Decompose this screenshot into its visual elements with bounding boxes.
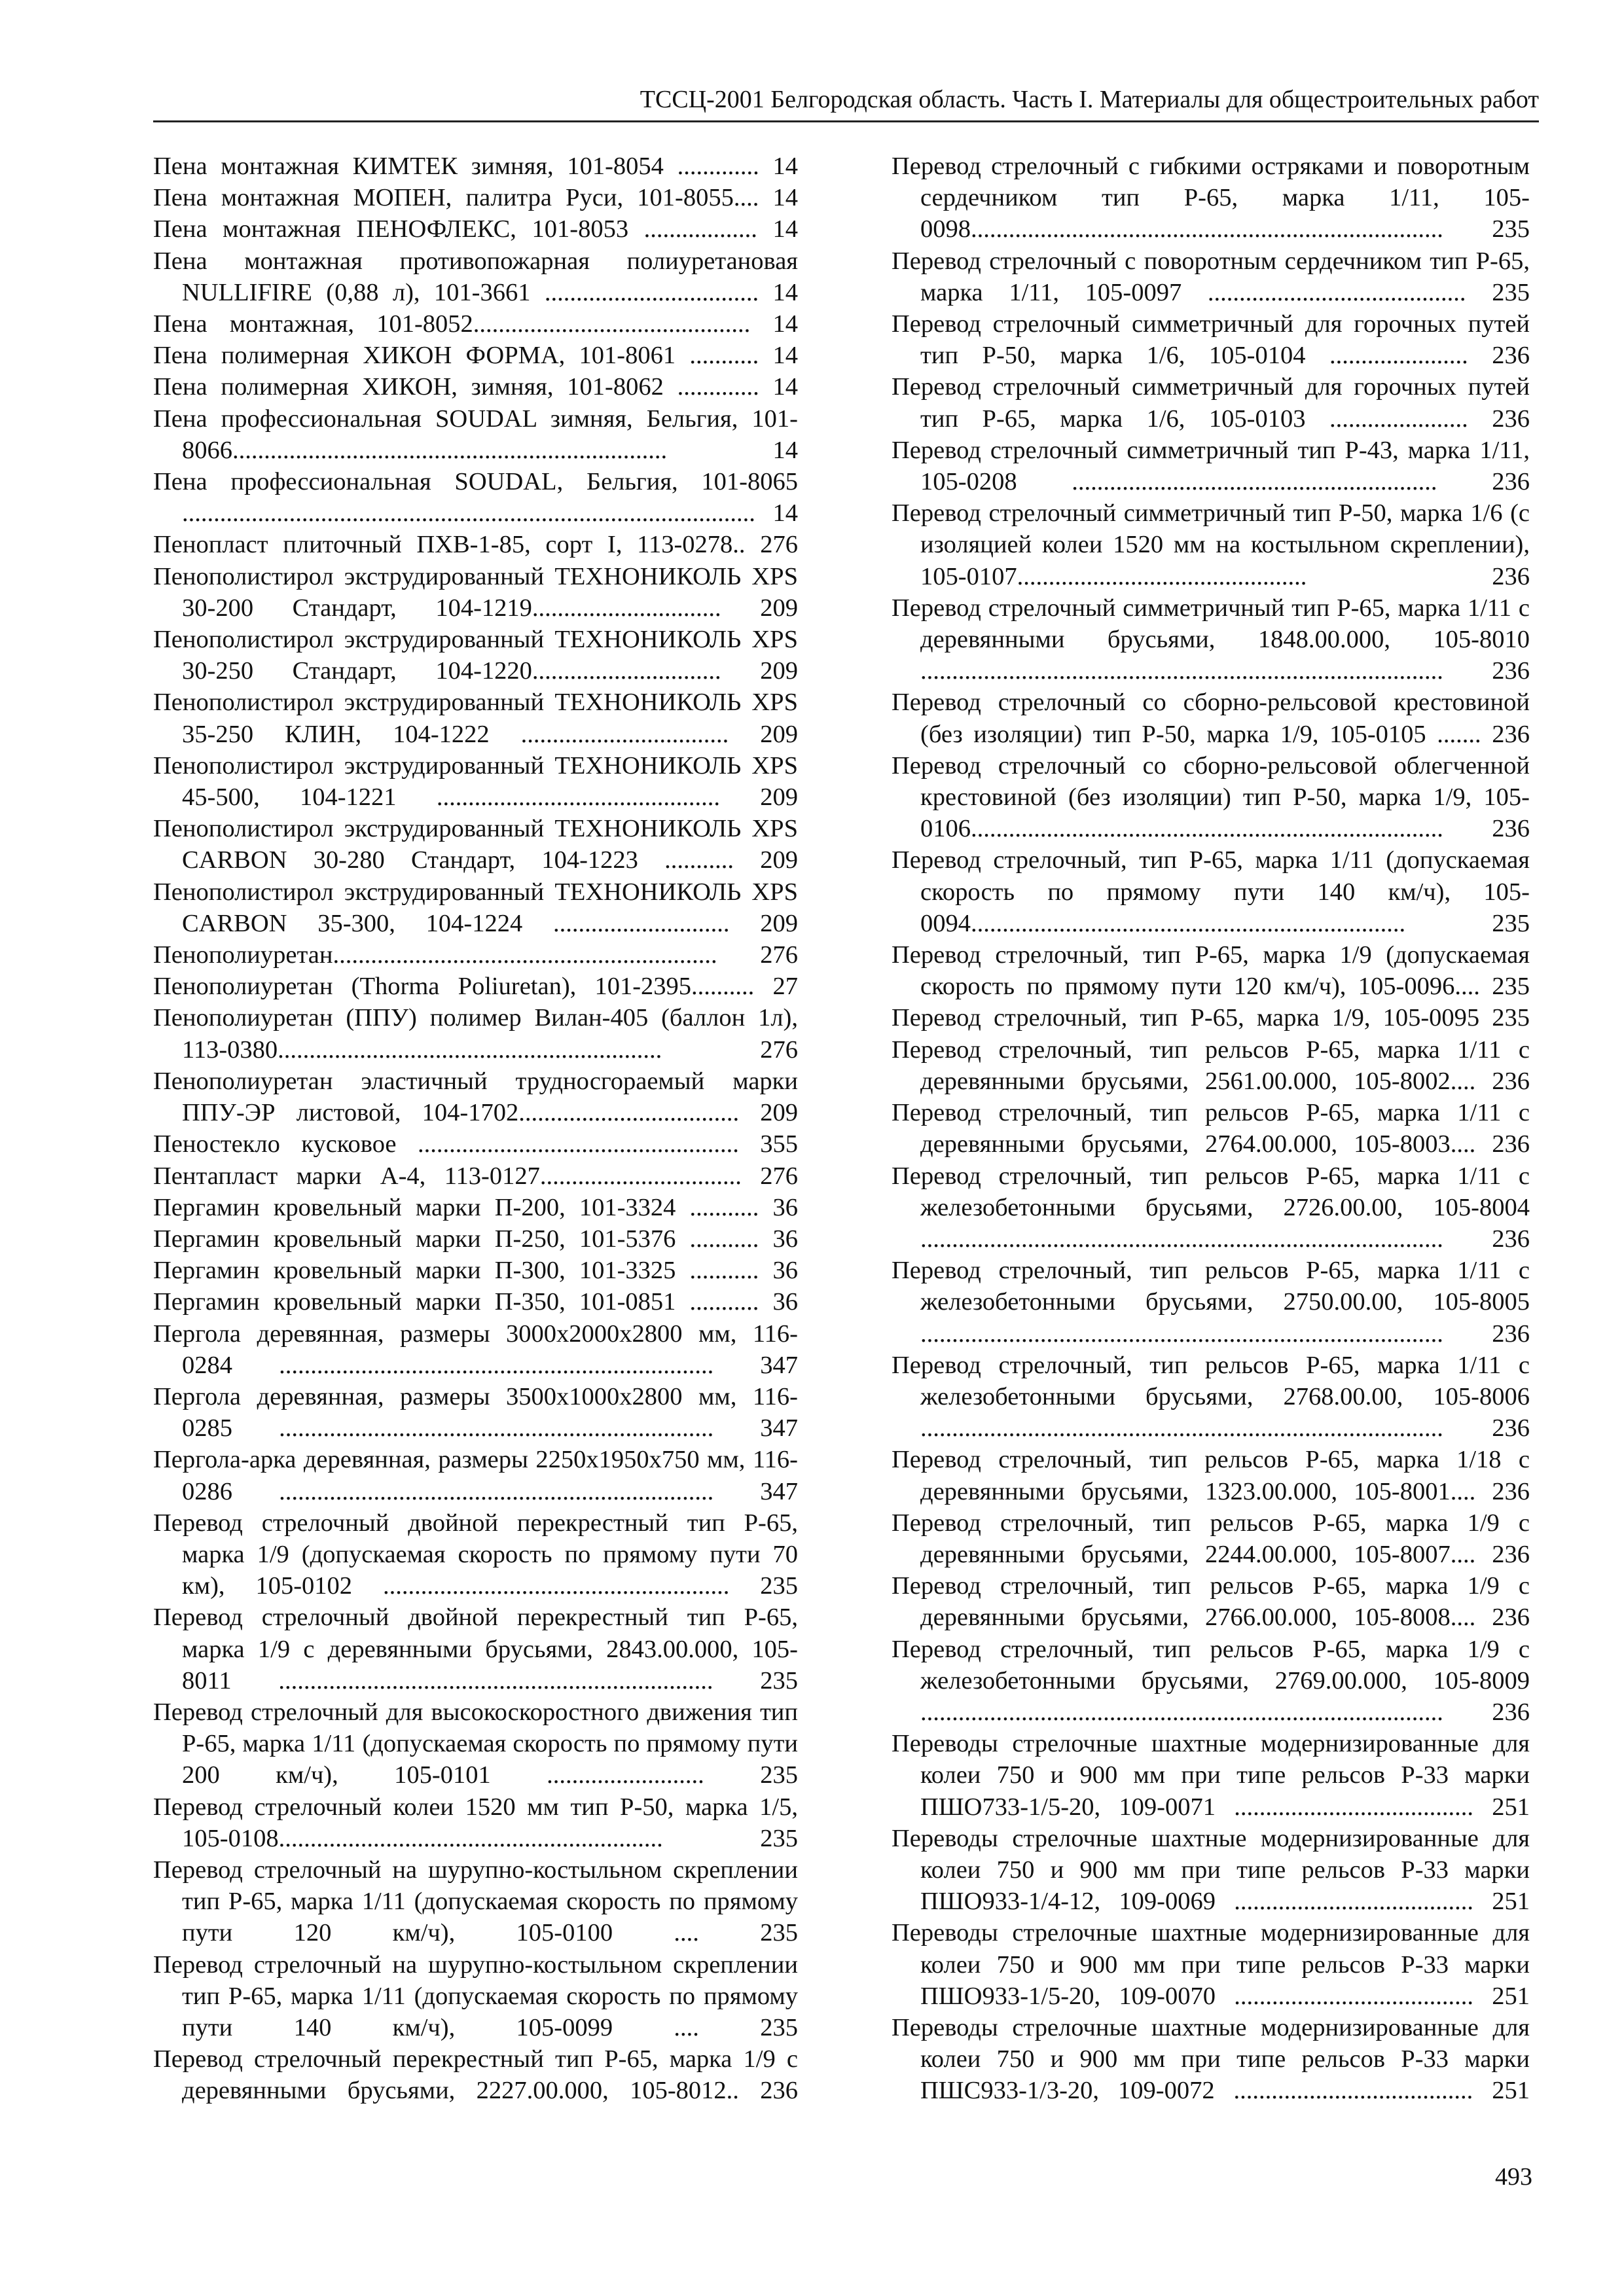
index-entry: Пентапласт марки А-4, 113-0127................................ 276 — [153, 1162, 798, 1190]
index-entry: Пенополиуретан............................................................. 276 — [153, 941, 798, 969]
index-entry: Перевод стрелочный с поворотным сердечником тип Р-65, марка 1/11, 105-0097 ......................................... 235 — [892, 247, 1530, 306]
index-entry: Перевод стрелочный двойной перекрестный тип Р-65, марка 1/9 с деревянными брусьями, 2843.00.000, 105-8011 ..................................................................... 235 — [153, 1604, 798, 1695]
index-entry: Переводы стрелочные шахтные модернизированные для колеи 750 и 900 мм при типе рельсов Р-33 марки ПШО733-1/5-20, 109-0071 ...................................... 251 — [892, 1730, 1530, 1821]
index-entry: Пена монтажная противопожарная полиуретановая NULLIFIRE (0,88 л), 101-3661 .................................. 14 — [153, 247, 798, 306]
index-entry: Перевод стрелочный, тип рельсов Р-65, марка 1/9 с деревянными брусьями, 2244.00.000, 105-8007.... 236 — [892, 1509, 1530, 1568]
index-entry: Перевод стрелочный, тип Р-65, марка 1/9, 105-0095 235 — [892, 1004, 1530, 1032]
index-entry: Перевод стрелочный на шурупно-костыльном скреплении тип Р-65, марка 1/11 (допускаемая скорость по прямому пути 120 км/ч), 105-0100 .... 235 — [153, 1856, 798, 1947]
index-entry: Перевод стрелочный симметричный для горочных путей тип Р-65, марка 1/6, 105-0103 ...................... 236 — [892, 373, 1530, 433]
index-entry: Пергола деревянная, размеры 3500x1000x2800 мм, 116-0285 ..................................................................... 347 — [153, 1382, 798, 1443]
index-column-left — [153, 151, 798, 2107]
index-entry: Перевод стрелочный симметричный тип Р-43, марка 1/11, 105-0208 .......................................................... 236 — [892, 436, 1530, 496]
index-entry: Перевод стрелочный, тип рельсов Р-65, марка 1/9 с деревянными брусьями, 2766.00.000, 105-8008.... 236 — [892, 1572, 1530, 1632]
index-entry: Пена полимерная ХИКОН, зимняя, 101-8062 ............. 14 — [153, 373, 798, 401]
index-entry: Перевод стрелочный, тип рельсов Р-65, марка 1/11 с деревянными брусьями, 2561.00.000, 105-8002.... 236 — [892, 1035, 1530, 1095]
index-entry: Перевод стрелочный на шурупно-костыльном скреплении тип Р-65, марка 1/11 (допускаемая скорость по прямому пути 140 км/ч), 105-0099 .... 235 — [153, 1950, 798, 2041]
index-entry: Перевод стрелочный с гибкими остряками и поворотным сердечником тип Р-65, марка 1/11, 105-0098........................................................................... 235 — [892, 152, 1530, 243]
index-entry: Пена монтажная, 101-8052............................................ 14 — [153, 310, 798, 338]
index-entry: Пенополистирол экструдированный ТЕХНОНИКОЛЬ XPS 45-500, 104-1221 ............................................. 209 — [153, 751, 798, 812]
index-entry: Перевод стрелочный, тип рельсов Р-65, марка 1/9 с железобетонными брусьями, 2769.00.000, 105-8009 ................................................................................... 236 — [892, 1635, 1530, 1726]
index-entry: Пергамин кровельный марки П-250, 101-5376 ........... 36 — [153, 1225, 798, 1253]
index-entry: Перевод стрелочный, тип рельсов Р-65, марка 1/11 с железобетонными брусьями, 2726.00.00, 105-8004 ................................................................................... 236 — [892, 1162, 1530, 1253]
index-entry: Пергамин кровельный марки П-200, 101-3324 ........... 36 — [153, 1193, 798, 1221]
index-entry: Пеностекло кусковое ................................................... 355 — [153, 1130, 798, 1158]
index-entry: Перевод стрелочный, тип Р-65, марка 1/11 (допускаемая скорость по прямому пути 140 км/ч), 105-0094..................................................................... 235 — [892, 846, 1530, 937]
index-entry: Перевод стрелочный, тип Р-65, марка 1/9 (допускаемая скорость по прямому пути 120 км/ч), 105-0096.... 235 — [892, 941, 1530, 1001]
index-entry: Перевод стрелочный симметричный для горочных путей тип Р-50, марка 1/6, 105-0104 ...................... 236 — [892, 310, 1530, 370]
index-entry: Перевод стрелочный, тип рельсов Р-65, марка 1/11 с деревянными брусьями, 2764.00.000, 105-8003.... 236 — [892, 1099, 1530, 1158]
index-entry: Переводы стрелочные шахтные модернизированные для колеи 750 и 900 мм при типе рельсов Р-33 марки ПШС933-1/3-20, 109-0072 ...................................... 251 — [892, 2013, 1530, 2105]
index-entry: Перевод стрелочный со сборно-рельсовой облегченной крестовиной (без изоляции) тип Р-50, марка 1/9, 105-0106........................................................................... 236 — [892, 751, 1530, 843]
index-entry: Пенополистирол экструдированный ТЕХНОНИКОЛЬ XPS 35-250 КЛИН, 104-1222 ................................. 209 — [153, 689, 798, 748]
index-column-right — [892, 151, 1530, 2107]
index-entry: Перевод стрелочный симметричный тип Р-65, марка 1/11 с деревянными брусьями, 1848.00.000, 105-8010 ................................................................................... 236 — [892, 594, 1530, 685]
index-entry: Пенополиуретан (ППУ) полимер Вилан-405 (баллон 1л), 113-0380............................................................. 276 — [153, 1004, 798, 1064]
page-number: 493 — [1495, 2163, 1532, 2191]
index-entry: Перевод стрелочный со сборно-рельсовой крестовиной (без изоляции) тип Р-50, марка 1/9, 105-0105 ....... 236 — [892, 689, 1530, 748]
index-entry: Пенополистирол экструдированный ТЕХНОНИКОЛЬ XPS CARBON 35-300, 104-1224 ............................ 209 — [153, 878, 798, 937]
index-entry: Перевод стрелочный, тип рельсов Р-65, марка 1/11 с железобетонными брусьями, 2750.00.00, 105-8005 ................................................................................... 236 — [892, 1257, 1530, 1348]
index-entry: Переводы стрелочные шахтные модернизированные для колеи 750 и 900 мм при типе рельсов Р-33 марки ПШО933-1/5-20, 109-0070 ...................................... 251 — [892, 1919, 1530, 2010]
index-entry: Пергамин кровельный марки П-350, 101-0851 ........... 36 — [153, 1288, 798, 1316]
index-entry: Перевод стрелочный для высокоскоростного движения тип Р-65, марка 1/11 (допускаемая скорость по прямому пути 200 км/ч), 105-0101 ......................... 235 — [153, 1698, 798, 1789]
index-entry: Пенополистирол экструдированный ТЕХНОНИКОЛЬ XPS 30-250 Стандарт, 104-1220.............................. 209 — [153, 626, 798, 685]
index-entry: Переводы стрелочные шахтные модернизированные для колеи 750 и 900 мм при типе рельсов Р-33 марки ПШО933-1/4-12, 109-0069 ...................................... 251 — [892, 1824, 1530, 1916]
index-entry: Пена монтажная МОПЕН, палитра Руси, 101-8055.... 14 — [153, 184, 798, 212]
index-entry: Перевод стрелочный симметричный тип Р-50, марка 1/6 (с изоляцией колеи 1520 мм на костыльном скреплении), 105-0107.............................................. 236 — [892, 499, 1530, 590]
index-entry: Пенополиуретан эластичный трудносгораемый марки ППУ-ЭР листовой, 104-1702................................... 209 — [153, 1067, 798, 1127]
index-entry: Пенополистирол экструдированный ТЕХНОНИКОЛЬ XPS CARBON 30-280 Стандарт, 104-1223 ........... 209 — [153, 815, 798, 874]
index-entry: Перевод стрелочный, тип рельсов Р-65, марка 1/18 с деревянными брусьями, 1323.00.000, 105-8001.... 236 — [892, 1446, 1530, 1505]
index-entry: Пергамин кровельный марки П-300, 101-3325 ........... 36 — [153, 1257, 798, 1285]
index-entry: Пенополиуретан (Thorma Poliuretan), 101-2395.......... 27 — [153, 973, 798, 1001]
index-entry: Пена профессиональная SOUDAL, Бельгия, 101-8065 ........................................................................................... 14 — [153, 468, 798, 528]
index-entry: Пена полимерная ХИКОН ФОРМА, 101-8061 ........... 14 — [153, 342, 798, 370]
index-entry: Пена монтажная ПЕНОФЛЕКС, 101-8053 .................. 14 — [153, 215, 798, 243]
index-entry: Пена профессиональная SOUDAL зимняя, Бельгия, 101-8066..................................................................... 14 — [153, 404, 798, 464]
index-entry: Пенополистирол экструдированный ТЕХНОНИКОЛЬ XPS 30-200 Стандарт, 104-1219.............................. 209 — [153, 562, 798, 622]
index-entry: Пергола-арка деревянная, размеры 2250x1950x750 мм, 116-0286 ..................................................................... 347 — [153, 1446, 798, 1505]
index-entry: Пергола деревянная, размеры 3000x2000x2800 мм, 116-0284 ..................................................................... 347 — [153, 1319, 798, 1379]
index-entry: Перевод стрелочный двойной перекрестный тип Р-65, марка 1/9 (допускаемая скорость по прямому пути 70 км), 105-0102 ....................................................... 235 — [153, 1509, 798, 1600]
index-entry: Перевод стрелочный, тип рельсов Р-65, марка 1/11 с железобетонными брусьями, 2768.00.00, 105-8006 ................................................................................... 236 — [892, 1351, 1530, 1443]
index-entry: Перевод стрелочный колеи 1520 мм тип Р-50, марка 1/5, 105-0108............................................................. 235 — [153, 1793, 798, 1852]
index-entry: Пена монтажная КИМТЕК зимняя, 101-8054 ............. 14 — [153, 152, 798, 180]
index-entry: Перевод стрелочный перекрестный тип Р-65, марка 1/9 с деревянными брусьями, 2227.00.000, 105-8012.. 236 — [153, 2045, 798, 2105]
running-header: ТССЦ-2001 Белгородская область. Часть I. Материалы для общестроительных работ — [153, 79, 1539, 122]
index-entry: Пенопласт плиточный ПХВ-1-85, сорт I, 113-0278.. 276 — [153, 531, 798, 559]
